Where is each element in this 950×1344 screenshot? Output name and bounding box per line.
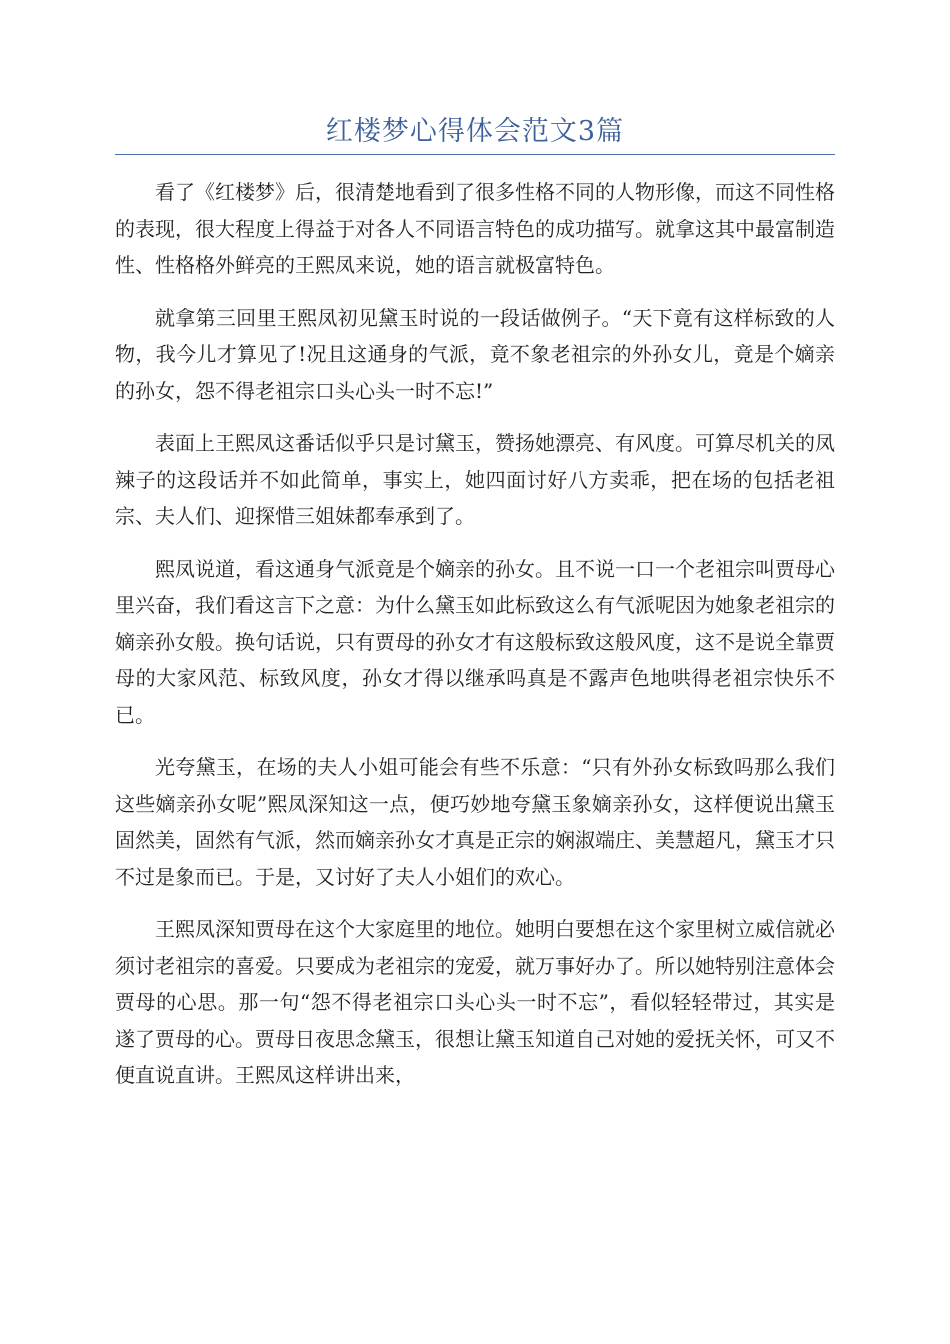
- document-title: 红楼梦心得体会范文3篇: [325, 116, 625, 147]
- paragraph-1: 看了《红楼梦》后，很清楚地看到了很多性格不同的人物形像，而这不同性格的表现，很大程度上得益于对各人不同语言特色的成功描写。就拿这其中最富制造性、性格格外鲜亮的王熙凤来说，她的语言就极富特色。: [115, 180, 835, 277]
- paragraph-6: 王熙凤深知贾母在这个大家庭里的地位。她明白要想在这个家里树立威信就必须讨老祖宗的喜爱。只要成为老祖宗的宠爱，就万事好办了。所以她特别注意体会贾母的心思。那一句“怨不得老祖宗口头心头一时不忘”，看似轻轻带过，其实是遂了贾母的心。贾母日夜思念黛玉，很想让黛玉知道自己对她的爱抚关怀，可又不便直说直讲。王熙凤这样讲出来，: [115, 917, 835, 1087]
- paragraph-2: 就拿第三回里王熙凤初见黛玉时说的一段话做例子。“天下竟有这样标致的人物，我今儿才算见了!况且这通身的气派，竟不象老祖宗的外孙女儿，竟是个嫡亲的孙女，怨不得老祖宗口头心头一时不忘!”: [115, 305, 835, 403]
- document-body: [115, 174, 835, 1110]
- paragraph-3: 表面上王熙凤这番话似乎只是讨黛玉，赞扬她漂亮、有风度。可算尽机关的凤辣子的这段话并不如此简单，事实上，她四面讨好八方卖乖，把在场的包括老祖宗、夫人们、迎探惜三姐妹都奉承到了。: [115, 431, 835, 528]
- title-underline: [115, 154, 835, 155]
- paragraph-5: 光夸黛玉，在场的夫人小姐可能会有些不乐意：“只有外孙女标致吗那么我们这些嫡亲孙女呢”熙凤深知这一点，便巧妙地夸黛玉象嫡亲孙女，这样便说出黛玉固然美，固然有气派，然而嫡亲孙女才真是正宗的娴淑端庄、美慧超凡，黛玉才只不过是象而已。于是，又讨好了夫人小姐们的欢心。: [115, 755, 835, 889]
- paragraph-4: 熙凤说道，看这通身气派竟是个嫡亲的孙女。且不说一口一个老祖宗叫贾母心里兴奋，我们看这言下之意：为什么黛玉如此标致这么有气派呢因为她象老祖宗的嫡亲孙女般。换句话说，只有贾母的孙女才有这般标致这般风度，这不是说全靠贾母的大家风范、标致风度，孙女才得以继承吗真是不露声色地哄得老祖宗快乐不已。: [115, 556, 835, 727]
